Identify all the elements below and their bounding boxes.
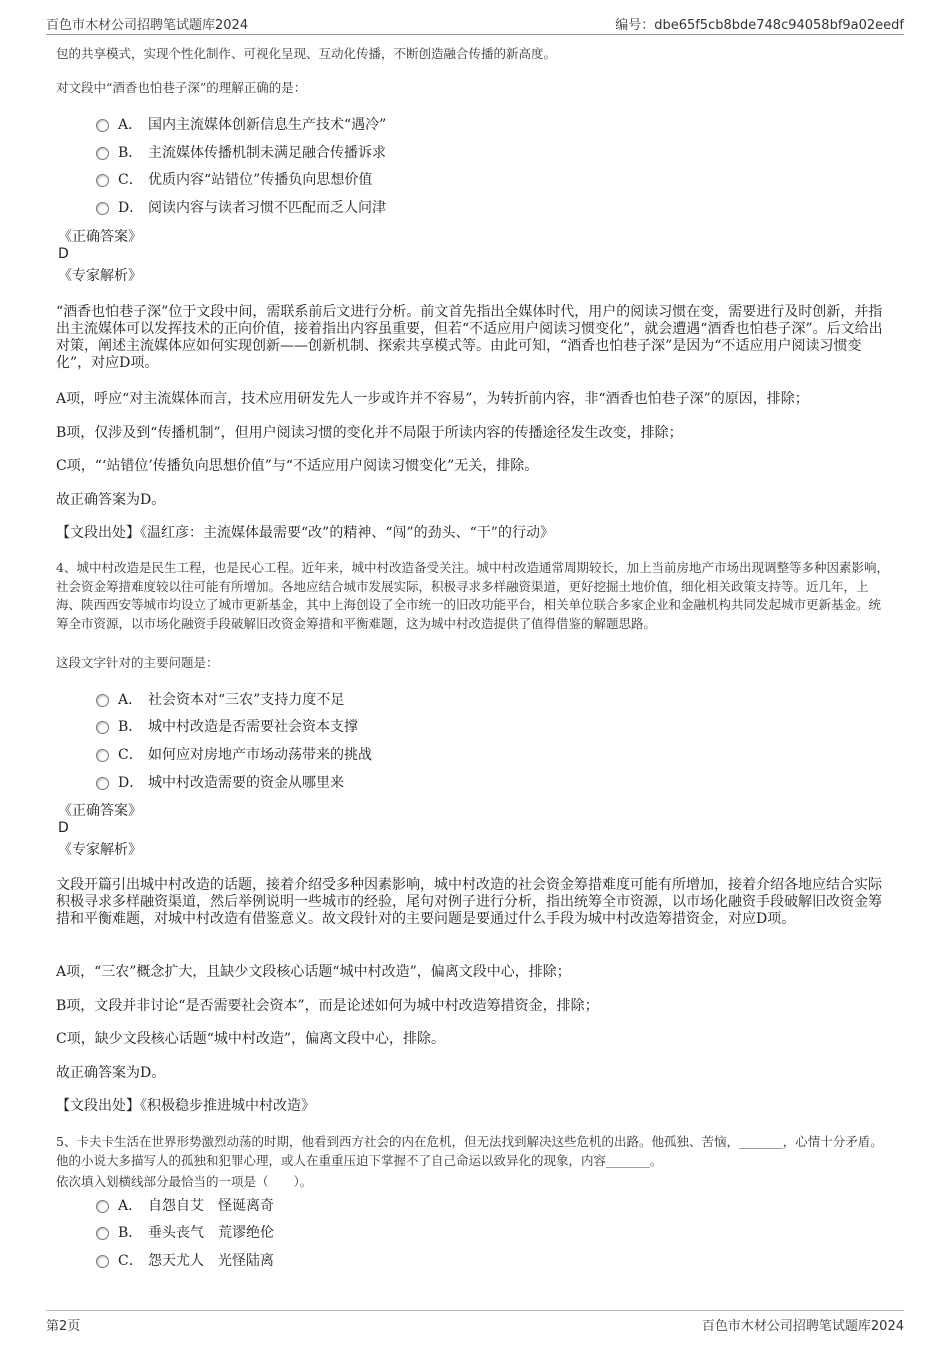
radio-button-icon[interactable]: [96, 1255, 109, 1268]
q4-answer: D: [58, 820, 69, 836]
q3-note-a: A项，呼应“对主流媒体而言，技术应用研发先人一步或许并不容易”，为转折前内容，非“酒香也怕巷子深”的原因，排除；: [56, 391, 809, 407]
radio-button-icon[interactable]: [96, 694, 109, 707]
radio-button-icon[interactable]: [96, 1200, 109, 1213]
option-text: 怨天尤人 光怪陆离: [148, 1253, 274, 1269]
q4-source: 【文段出处】《积极稳步推进城中村改造》: [56, 1098, 315, 1114]
radio-button-icon[interactable]: [96, 777, 109, 790]
option-text: 如何应对房地产市场动荡带来的挑战: [148, 747, 372, 763]
option-text: 城中村改造需要的资金从哪里来: [148, 775, 344, 791]
q4-note-b: B项，文段并非讨论“是否需要社会资本”，而是论述如何为城中村改造筹措资金，排除；: [56, 998, 599, 1014]
q3-analysis-label: 《专家解析》: [58, 268, 142, 284]
option-text: 阅读内容与读者习惯不匹配而乏人问津: [148, 200, 386, 216]
page-number: 第2页: [46, 1319, 81, 1334]
q4-stem: 这段文字针对的主要问题是：: [56, 655, 219, 670]
option-text: 垂头丧气 荒谬绝伦: [148, 1225, 274, 1241]
header-doc-id: 编号：dbe65f5cb8bde748c94058bf9a02eedf: [615, 18, 904, 33]
q4-analysis-label: 《专家解析》: [58, 842, 142, 858]
q4-passage: 4、城中村改造是民生工程，也是民心工程。近年来，城中村改造备受关注。城中村改造通常周期较长，加上当前房地产市场出现调整等多种因素影响，社会资金筹措难度较以往可能有所增加。各地应结合城市发展实际，积极寻求多样融资渠道，更好挖掘土地价值，细化相关政策支持等。近几年，上海、陕西西安等城市均设立了城市更新基金，其中上海创设了全市统一的旧改功能平台，相关单位联合多家企业和金融机构共同发起城市更新基金。统筹全市资源，以市场化融资手段破解旧改资金筹措和平衡难题，这为城中村改造提供了值得借鉴的解题思路。: [56, 560, 889, 631]
radio-button-icon[interactable]: [96, 119, 109, 132]
footer-title: 百色市木材公司招聘笔试题库2024: [701, 1319, 904, 1334]
radio-button-icon[interactable]: [96, 1227, 109, 1240]
q5-stem: 依次填入划横线部分最恰当的一项是（ ）。: [56, 1174, 313, 1189]
radio-button-icon[interactable]: [96, 721, 109, 734]
q3-answer: D: [58, 246, 69, 262]
radio-button-icon[interactable]: [96, 749, 109, 762]
q4-analysis: 文段开篇引出城中村改造的话题，接着介绍受多种因素影响，城中村改造的社会资金筹措难度可能有所增加，接着介绍各地应结合实际积极寻求多样融资渠道，然后举例说明一些城市的经验，尾句对例子进行分析，指出统筹全市资源，以市场化融资手段破解旧改资金筹措和平衡难题，对城中村改造有借鉴意义。故文段针对的主要问题是要通过什么手段为城中村改造筹措资金，对应D项。: [56, 877, 882, 927]
q4-answer-label: 《正确答案》: [58, 803, 142, 819]
q3-analysis: “酒香也怕巷子深”位于文段中间，需联系前后文进行分析。前文首先指出全媒体时代，用户的阅读习惯在变，需要进行及时创新，并指出主流媒体可以发挥技术的正向价值，接着指出内容虽重要，但若“不适应用户阅读习惯变化”，就会遭遇“酒香也怕巷子深”。后文给出对策，阐述主流媒体应如何实现创新——创新机制、探索共享模式等。由此可知，“酒香也怕巷子深”是因为“不适应用户阅读习惯变化”，对应D项。: [56, 304, 883, 371]
option-text: 城中村改造是否需要社会资本支撑: [148, 719, 358, 735]
q3-note-c: C项，“‘站错位’传播负向思想价值”与“不适应用户阅读习惯变化”无关，排除。: [56, 458, 539, 474]
q5-passage: 5、卡夫卡生活在世界形势激烈动荡的时期，他看到西方社会的内在危机，但无法找到解决这些危机的出路。他孤独、苦恼，_______，心情十分矛盾。他的小说大多描写人的孤独和犯罪心理，或人在重重压迫下掌握不了自己命运以致异化的现象，内容_______。: [56, 1134, 883, 1168]
header-title: 百色市木材公司招聘笔试题库2024: [46, 18, 249, 33]
q3-note-b: B项，仅涉及到“传播机制”，但用户阅读习惯的变化并不局限于所读内容的传播途径发生改变，排除；: [56, 425, 683, 441]
page-footer: [46, 1310, 904, 1333]
page-header: [46, 12, 904, 35]
q4-conclusion: 故正确答案为D。: [56, 1065, 166, 1081]
q3-stem: 对文段中“酒香也怕巷子深”的理解正确的是：: [56, 80, 307, 95]
option-text: 主流媒体传播机制未满足融合传播诉求: [148, 145, 386, 161]
option-text: 国内主流媒体创新信息生产技术“遇冷”: [148, 117, 387, 133]
q3-passage-tail: 包的共享模式，实现个性化制作、可视化呈现、互动化传播，不断创造融合传播的新高度。: [56, 46, 557, 61]
q3-answer-label: 《正确答案》: [58, 229, 142, 245]
option-text: 自怨自艾 怪诞离奇: [148, 1198, 274, 1214]
q4-note-c: C项，缺少文段核心话题“城中村改造”，偏离文段中心，排除。: [56, 1031, 446, 1047]
radio-button-icon[interactable]: [96, 174, 109, 187]
radio-button-icon[interactable]: [96, 147, 109, 160]
radio-button-icon[interactable]: [96, 202, 109, 215]
option-text: 优质内容“站错位”传播负向思想价值: [148, 172, 373, 188]
q3-conclusion: 故正确答案为D。: [56, 492, 166, 508]
q4-note-a: A项，“三农”概念扩大，且缺少文段核心话题“城中村改造”，偏离文段中心，排除；: [56, 964, 571, 980]
q3-source: 【文段出处】《温红彦：主流媒体最需要“改”的精神、“闯”的劲头、“干”的行动》: [56, 525, 554, 541]
option-text: 社会资本对“三农”支持力度不足: [148, 692, 345, 708]
